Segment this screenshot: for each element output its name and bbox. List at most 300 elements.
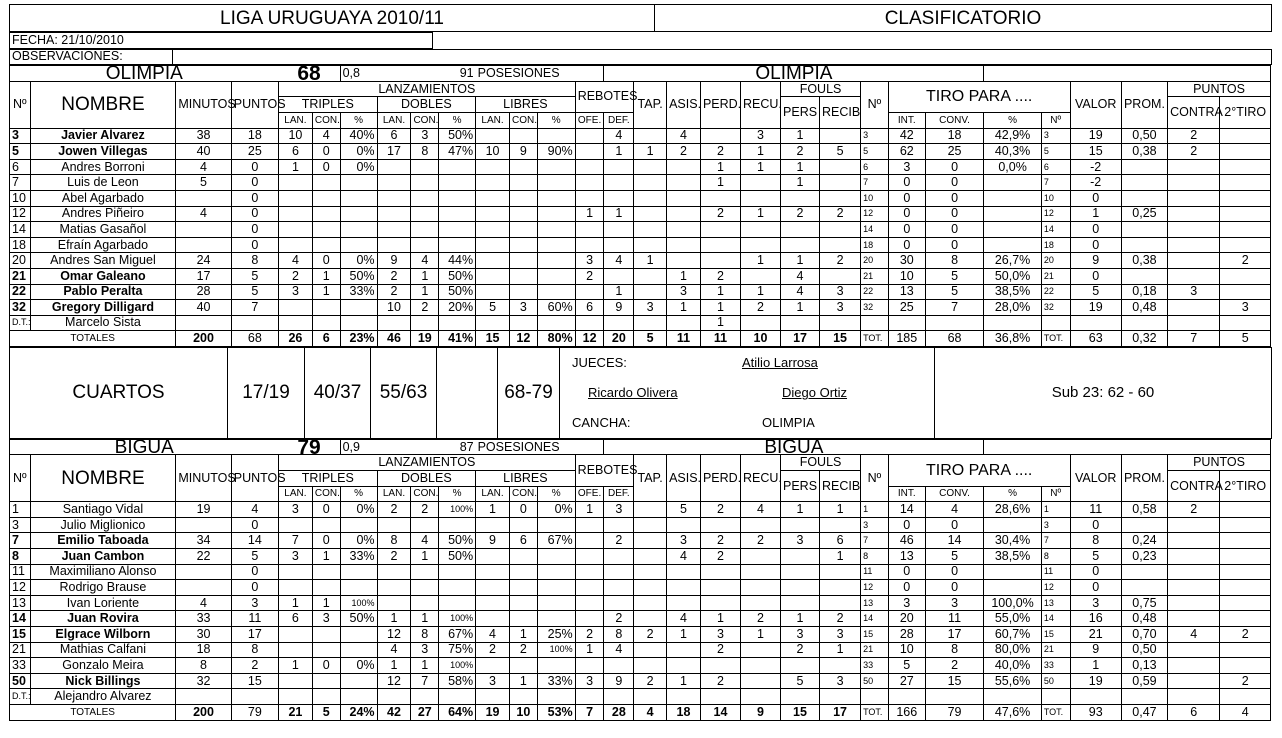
- cell-n2: 22: [861, 284, 889, 300]
- cell-pe: [700, 595, 740, 611]
- cell-ll: [476, 658, 510, 674]
- cell-n: 14: [10, 222, 31, 238]
- cell-ll: [476, 190, 510, 206]
- cell-ti: 0: [888, 206, 925, 222]
- cell-prom: [1121, 222, 1167, 238]
- cell-prom: [1121, 190, 1167, 206]
- cell-ti: 62: [888, 144, 925, 160]
- total-tl: 21: [278, 704, 312, 720]
- cell-prom: 0,70: [1121, 627, 1167, 643]
- cell-tpc: 40,0%: [984, 658, 1041, 674]
- cell-t2: 2: [1220, 253, 1271, 269]
- cell-dp: 100%: [439, 502, 476, 518]
- col-triples: TRIPLES: [278, 471, 377, 487]
- cell-contra: [1168, 611, 1220, 627]
- cell-prom: [1121, 517, 1167, 533]
- cell-tpc: [984, 564, 1041, 580]
- col-tap: TAP.: [634, 81, 667, 128]
- total-tc: 6: [312, 331, 340, 347]
- middle-table: [9, 347, 1272, 439]
- col-puntos: PUNTOS: [231, 455, 278, 502]
- cell-lc: 0: [509, 502, 537, 518]
- cell-dl: 1: [377, 611, 411, 627]
- cell-tc: [312, 300, 340, 316]
- cell-tap: 1: [634, 144, 667, 160]
- cell-prom: 0,38: [1121, 253, 1167, 269]
- cell-as: [667, 595, 701, 611]
- cell-dc: 1: [411, 658, 439, 674]
- cell-min: [176, 517, 231, 533]
- cell-min: 38: [176, 128, 231, 144]
- cell-t2: [1220, 159, 1271, 175]
- cell-as: [667, 253, 701, 269]
- cell-n3: 10: [1041, 190, 1070, 206]
- cell-dp: 67%: [439, 627, 476, 643]
- cell-tc: 0: [312, 658, 340, 674]
- cell-dp: 58%: [439, 673, 476, 689]
- cell-dp: 50%: [439, 284, 476, 300]
- cell-tcv: 11: [925, 611, 984, 627]
- player-name: Gonzalo Meira: [30, 658, 176, 674]
- cell-ro: [575, 128, 604, 144]
- cell-re: [740, 642, 780, 658]
- cell-min: 4: [176, 159, 231, 175]
- cell-tap: [634, 237, 667, 253]
- cell-fp: [781, 549, 820, 565]
- cell-min: [176, 222, 231, 238]
- coach-blank: [476, 315, 510, 331]
- cell-ro: 2: [575, 627, 604, 643]
- total-dl: 42: [377, 704, 411, 720]
- cell-n: 1: [10, 502, 31, 518]
- col-tiro-para: TIRO PARA ....: [888, 81, 1070, 112]
- cell-t2: [1220, 611, 1271, 627]
- col-recib: RECIB: [820, 97, 861, 128]
- cell-lp: [537, 190, 575, 206]
- cell-dc: [411, 580, 439, 596]
- cell-contra: [1168, 237, 1220, 253]
- coach-blank: [509, 315, 537, 331]
- total-dp: 64%: [439, 704, 476, 720]
- cell-dl: [377, 159, 411, 175]
- cell-tc: 1: [312, 268, 340, 284]
- cell-fr: [820, 128, 861, 144]
- coach-blank: [888, 315, 925, 331]
- cell-lp: [537, 611, 575, 627]
- cell-lp: [537, 564, 575, 580]
- total-tot-label-2: TOT.: [1041, 704, 1070, 720]
- player-name: Nick Billings: [30, 673, 176, 689]
- cell-n: 21: [10, 642, 31, 658]
- cell-contra: [1168, 595, 1220, 611]
- cell-n2: 5: [861, 144, 889, 160]
- col-sub-lan: LAN.: [377, 112, 411, 128]
- cell-fp: 1: [781, 175, 820, 191]
- player-name: Efraín Agarbado: [30, 237, 176, 253]
- table-row: [10, 673, 1271, 689]
- cell-pts: 11: [231, 611, 278, 627]
- cell-dp: [439, 580, 476, 596]
- cell-tc: 3: [312, 611, 340, 627]
- cell-n: 18: [10, 237, 31, 253]
- cell-val: 19: [1070, 300, 1121, 316]
- coach-blank: [575, 315, 604, 331]
- total-tp: 24%: [340, 704, 377, 720]
- cell-dp: [439, 595, 476, 611]
- cell-tc: [312, 580, 340, 596]
- cell-re: [740, 595, 780, 611]
- cell-pe: [700, 580, 740, 596]
- cell-dl: [377, 564, 411, 580]
- cell-tc: [312, 517, 340, 533]
- cell-contra: 4: [1168, 627, 1220, 643]
- cell-tpc: 80,0%: [984, 642, 1041, 658]
- col-lanzamientos: LANZAMIENTOS: [278, 81, 575, 97]
- cell-fr: [820, 517, 861, 533]
- cell-n3: 14: [1041, 222, 1070, 238]
- total-tcv: 68: [925, 331, 984, 347]
- cell-tl: 3: [278, 549, 312, 565]
- cell-re: [740, 580, 780, 596]
- cell-n3: 32: [1041, 300, 1070, 316]
- cell-tp: 0%: [340, 658, 377, 674]
- cell-dc: 1: [411, 549, 439, 565]
- cell-re: 1: [740, 627, 780, 643]
- cell-tp: [340, 206, 377, 222]
- col-asis: ASIS.: [667, 455, 701, 502]
- cell-val: 16: [1070, 611, 1121, 627]
- cell-re: 2: [740, 533, 780, 549]
- stats-sheet: [9, 4, 1271, 721]
- cell-lc: [509, 222, 537, 238]
- total-fp: 15: [781, 704, 820, 720]
- cell-ti: 0: [888, 517, 925, 533]
- col-sub-lan: LAN.: [476, 112, 510, 128]
- cell-tpc: [984, 190, 1041, 206]
- coach-blank: [439, 315, 476, 331]
- cell-tl: 7: [278, 533, 312, 549]
- total-lp: 80%: [537, 331, 575, 347]
- total-tot-label: TOT.: [861, 331, 889, 347]
- col-nro-2: Nº: [861, 81, 889, 128]
- coach-blank: [575, 689, 604, 705]
- cell-prom: 0,59: [1121, 673, 1167, 689]
- cell-re: [740, 564, 780, 580]
- col-sub-con: CON.: [312, 486, 340, 502]
- cell-ti: 10: [888, 268, 925, 284]
- cell-t2: [1220, 222, 1271, 238]
- cell-fr: [820, 175, 861, 191]
- cell-tc: [312, 222, 340, 238]
- cell-tc: 4: [312, 128, 340, 144]
- cell-lp: [537, 159, 575, 175]
- cell-n: 13: [10, 595, 31, 611]
- total-dc: 27: [411, 704, 439, 720]
- cell-dc: 2: [411, 300, 439, 316]
- col-tap: TAP.: [634, 455, 667, 502]
- cell-pe: 2: [700, 642, 740, 658]
- cell-val: 21: [1070, 627, 1121, 643]
- team-ratio: 0,9: [340, 439, 411, 455]
- coach-blank: [667, 315, 701, 331]
- quarter-1: 17/19: [228, 347, 305, 438]
- cell-n3: 15: [1041, 627, 1070, 643]
- cell-n3: 7: [1041, 533, 1070, 549]
- col-pct-tiro: %: [984, 486, 1041, 502]
- cell-t2: [1220, 658, 1271, 674]
- cell-t2: [1220, 502, 1271, 518]
- cell-tpc: 50,0%: [984, 268, 1041, 284]
- coach-blank: [176, 689, 231, 705]
- cell-min: 28: [176, 284, 231, 300]
- cell-fp: [781, 580, 820, 596]
- cell-tap: [634, 206, 667, 222]
- cell-min: [176, 580, 231, 596]
- obs-table: [9, 49, 1272, 66]
- cell-re: [740, 268, 780, 284]
- cell-contra: [1168, 564, 1220, 580]
- coach-blank: [411, 689, 439, 705]
- cell-val: 5: [1070, 549, 1121, 565]
- cell-tpc: 55,6%: [984, 673, 1041, 689]
- cell-fp: 1: [781, 611, 820, 627]
- coach-blank: [604, 315, 634, 331]
- table-row: [10, 190, 1271, 206]
- cell-val: 19: [1070, 128, 1121, 144]
- cell-tp: [340, 642, 377, 658]
- cell-fp: 4: [781, 268, 820, 284]
- cell-re: [740, 549, 780, 565]
- cell-lc: [509, 253, 537, 269]
- cell-tp: [340, 190, 377, 206]
- table-row: [10, 658, 1271, 674]
- cell-ll: [476, 611, 510, 627]
- table-row: [10, 237, 1271, 253]
- cell-ro: [575, 159, 604, 175]
- cell-fp: [781, 237, 820, 253]
- cell-prom: 0,13: [1121, 658, 1167, 674]
- cell-t2: [1220, 237, 1271, 253]
- cell-fp: 3: [781, 533, 820, 549]
- player-name: Juan Cambon: [30, 549, 176, 565]
- venue-row: [560, 408, 935, 439]
- cell-contra: [1168, 159, 1220, 175]
- cell-as: 4: [667, 549, 701, 565]
- judges-row-1: [560, 347, 935, 378]
- cell-tpc: 42,9%: [984, 128, 1041, 144]
- cell-tc: [312, 175, 340, 191]
- cell-lp: [537, 268, 575, 284]
- cell-fp: [781, 222, 820, 238]
- cell-dc: 1: [411, 611, 439, 627]
- cell-fr: 3: [820, 673, 861, 689]
- cell-tcv: 5: [925, 268, 984, 284]
- cell-min: 34: [176, 533, 231, 549]
- cell-tc: [312, 237, 340, 253]
- cell-n3: 22: [1041, 284, 1070, 300]
- cell-re: 1: [740, 159, 780, 175]
- total-tpc: 36,8%: [984, 331, 1041, 347]
- cell-min: 22: [176, 549, 231, 565]
- quarter-4: [437, 347, 498, 438]
- team-possessions: 91: [411, 66, 476, 82]
- table-row: [10, 284, 1271, 300]
- cell-n: 10: [10, 190, 31, 206]
- cell-prom: 0,50: [1121, 642, 1167, 658]
- cell-tl: [278, 175, 312, 191]
- cell-tcv: 7: [925, 300, 984, 316]
- coach-blank: [740, 689, 780, 705]
- cell-contra: [1168, 517, 1220, 533]
- cell-ro: [575, 237, 604, 253]
- table-row: [10, 222, 1271, 238]
- team-blank-right: [984, 66, 1271, 82]
- cell-ro: [575, 222, 604, 238]
- cell-pe: 2: [700, 533, 740, 549]
- table-row: [10, 580, 1271, 596]
- cell-val: 0: [1070, 222, 1121, 238]
- cell-dc: [411, 222, 439, 238]
- coach-label: D.T.:: [10, 689, 31, 705]
- cell-dc: 1: [411, 268, 439, 284]
- table-row: [10, 517, 1271, 533]
- cell-val: 11: [1070, 502, 1121, 518]
- stats-table: [9, 61, 1271, 347]
- coach-name: Alejandro Alvarez: [30, 689, 176, 705]
- cell-tcv: 0: [925, 206, 984, 222]
- cell-lc: [509, 128, 537, 144]
- cell-n2: 12: [861, 206, 889, 222]
- cell-dl: 8: [377, 533, 411, 549]
- cell-re: [740, 175, 780, 191]
- cell-t2: [1220, 128, 1271, 144]
- quarters-label: CUARTOS: [10, 347, 228, 438]
- cell-lp: 60%: [537, 300, 575, 316]
- col-valor: VALOR: [1070, 455, 1121, 502]
- col-recu: RECU.: [740, 455, 780, 502]
- cell-t2: [1220, 517, 1271, 533]
- cell-tpc: [984, 206, 1041, 222]
- cell-ll: [476, 595, 510, 611]
- cell-tap: [634, 222, 667, 238]
- cell-contra: 2: [1168, 128, 1220, 144]
- cell-tpc: 38,5%: [984, 284, 1041, 300]
- cell-val: 0: [1070, 517, 1121, 533]
- venue-value: OLIMPIA: [762, 415, 815, 431]
- cell-fr: [820, 159, 861, 175]
- cell-as: 1: [667, 627, 701, 643]
- cell-ro: 1: [575, 206, 604, 222]
- col-int: INT.: [888, 486, 925, 502]
- cell-fp: 1: [781, 128, 820, 144]
- cell-dl: [377, 206, 411, 222]
- cell-dp: [439, 564, 476, 580]
- coach-blank: [411, 315, 439, 331]
- coach-blank: [861, 689, 889, 705]
- coach-blank: [740, 315, 780, 331]
- cell-tl: [278, 642, 312, 658]
- cell-lp: [537, 128, 575, 144]
- col-dobles: DOBLES: [377, 97, 476, 113]
- cell-dc: [411, 595, 439, 611]
- cell-dp: 100%: [439, 611, 476, 627]
- table-row: [10, 611, 1271, 627]
- col-recib: RECIB: [820, 471, 861, 502]
- cell-n3: 8: [1041, 549, 1070, 565]
- cell-as: 3: [667, 533, 701, 549]
- cell-tp: [340, 580, 377, 596]
- cell-t2: [1220, 564, 1271, 580]
- col-sub-con: CON.: [411, 486, 439, 502]
- cell-tpc: 0,0%: [984, 159, 1041, 175]
- player-name: Maximiliano Alonso: [30, 564, 176, 580]
- cell-as: 4: [667, 611, 701, 627]
- cell-pe: 2: [700, 268, 740, 284]
- col-def: DEF.: [604, 112, 634, 128]
- cell-re: 2: [740, 611, 780, 627]
- cell-tc: [312, 190, 340, 206]
- cell-as: [667, 222, 701, 238]
- cell-pe: 2: [700, 206, 740, 222]
- cell-n2: 20: [861, 253, 889, 269]
- cell-min: 33: [176, 611, 231, 627]
- cell-n2: 21: [861, 268, 889, 284]
- cell-pts: 0: [231, 206, 278, 222]
- col-sub-pct: %: [340, 486, 377, 502]
- cell-tp: 100%: [340, 595, 377, 611]
- cell-tp: 50%: [340, 268, 377, 284]
- total-ro: 12: [575, 331, 604, 347]
- cell-as: 1: [667, 673, 701, 689]
- cell-dp: 75%: [439, 642, 476, 658]
- coach-blank: [278, 689, 312, 705]
- cell-rd: 2: [604, 533, 634, 549]
- cell-dp: 50%: [439, 268, 476, 284]
- cell-tcv: 18: [925, 128, 984, 144]
- cell-t2: [1220, 580, 1271, 596]
- cell-ll: [476, 517, 510, 533]
- cell-ll: [476, 175, 510, 191]
- col-int: INT.: [888, 112, 925, 128]
- coach-blank: [537, 315, 575, 331]
- cell-tc: 0: [312, 253, 340, 269]
- col-nro-2: Nº: [861, 455, 889, 502]
- cell-pts: 25: [231, 144, 278, 160]
- team-section-olimpia: [9, 61, 1271, 347]
- cell-contra: 2: [1168, 502, 1220, 518]
- player-name: Javier Alvarez: [30, 128, 176, 144]
- table-row: [10, 533, 1271, 549]
- table-row: [10, 144, 1271, 160]
- cell-lc: [509, 595, 537, 611]
- cell-tcv: 0: [925, 517, 984, 533]
- cell-tc: 0: [312, 144, 340, 160]
- cell-ll: [476, 159, 510, 175]
- cell-n2: 10: [861, 190, 889, 206]
- cell-fp: 2: [781, 642, 820, 658]
- cell-ro: [575, 175, 604, 191]
- col-puntos-right: PUNTOS: [1168, 455, 1271, 471]
- cell-ti: 0: [888, 222, 925, 238]
- total-as: 18: [667, 704, 701, 720]
- col-sub-pct: %: [340, 112, 377, 128]
- cell-contra: [1168, 533, 1220, 549]
- team-score: 68: [278, 66, 340, 82]
- possessions-label: POSESIONES: [476, 66, 604, 82]
- cell-dc: 8: [411, 144, 439, 160]
- cell-tpc: 40,3%: [984, 144, 1041, 160]
- cell-rd: 4: [604, 128, 634, 144]
